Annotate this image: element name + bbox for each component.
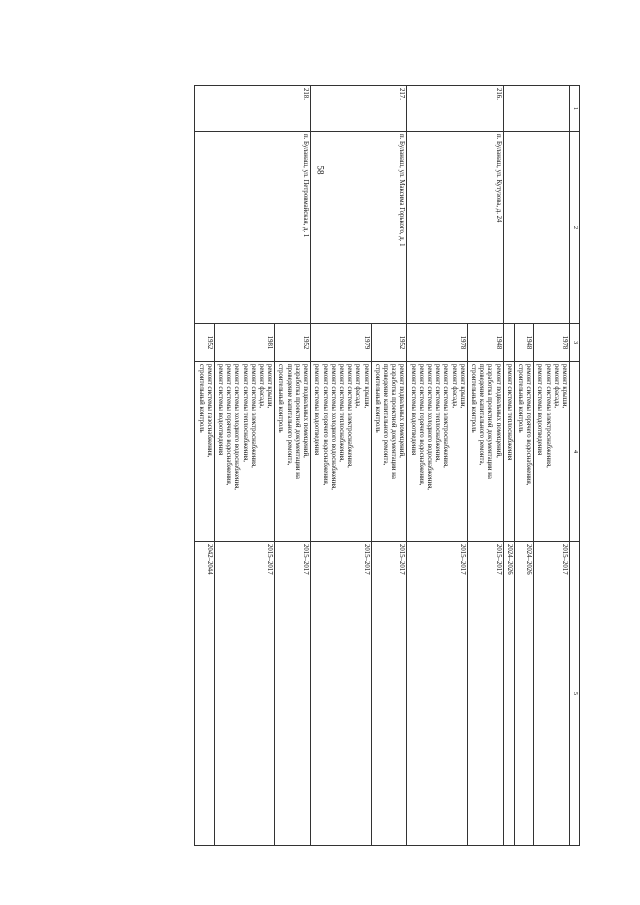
repair-period: 2015–2017: [407, 542, 467, 846]
work-item: проведение капитального ремонта,: [381, 364, 389, 466]
header-cell-4: 4: [570, 362, 580, 542]
entry-address: п. Буланаш, ул. Кутузова, д. 24: [407, 132, 503, 324]
repair-period: 2024–2026: [503, 542, 514, 846]
entry-number: 216.: [407, 86, 503, 132]
works-list: [371, 362, 407, 542]
works-list: [311, 362, 371, 542]
table-row: [275, 86, 311, 846]
work-item: ремонт системы водоотведения: [217, 364, 225, 456]
entry-number: 218.: [195, 86, 311, 132]
work-item: ремонт системы холодного водоснабжения,: [425, 364, 433, 490]
work-item: ремонт подвальных помещений,: [494, 364, 502, 458]
table-row: [534, 86, 570, 846]
work-item: разработка проектной документации на: [293, 364, 301, 479]
header-cell-1: 1: [570, 86, 580, 132]
work-item: ремонт крыши,: [458, 364, 466, 409]
work-item: ремонт системы теплоснабжения: [505, 364, 513, 461]
works-list: [534, 362, 570, 542]
repair-period: 2024–2026: [514, 542, 533, 846]
work-item: ремонт системы водоотведения: [313, 364, 321, 456]
work-item: ремонт фасада,: [258, 364, 266, 409]
work-item: разработка проектной документации на: [390, 364, 398, 479]
repair-period: 2015–2017: [371, 542, 407, 846]
work-item: ремонт крыши,: [266, 364, 274, 409]
table-row: [467, 86, 503, 846]
works-list: [467, 362, 503, 542]
repair-period: 2015–2017: [534, 542, 570, 846]
repair-period: 2015–2017: [275, 542, 311, 846]
work-item: ремонт фасада,: [552, 364, 560, 409]
works-list: [275, 362, 311, 542]
table-header-row: [570, 86, 580, 846]
work-item: ремонт системы электроснабжения,: [442, 364, 450, 468]
construction-year: 1981: [214, 324, 274, 362]
work-item: ремонт системы горячего водоснабжения,: [525, 364, 533, 486]
repair-period: 2042–2044: [195, 542, 214, 846]
work-item: ремонт системы газоснабжения,: [205, 364, 213, 458]
entry-address: п. Буланаш, ул. Максима Горького, д. 1: [311, 132, 407, 324]
works-list: [195, 362, 214, 542]
work-item: ремонт системы теплоснабжения,: [241, 364, 249, 462]
header-cell-3: 3: [570, 324, 580, 362]
work-item: ремонт системы горячего водоснабжения,: [321, 364, 329, 486]
work-item: ремонт крыши,: [561, 364, 568, 409]
construction-year: 1948: [514, 324, 533, 362]
construction-year: 1948: [467, 324, 503, 362]
construction-year: 1978: [534, 324, 570, 362]
entry-address: [503, 132, 569, 324]
work-item: ремонт системы водоотведения: [409, 364, 417, 456]
entry-number: [503, 86, 569, 132]
work-item: ремонт системы электроснабжения,: [544, 364, 552, 468]
work-item: строительный контроль: [277, 364, 285, 433]
construction-year: 1952: [275, 324, 311, 362]
work-item: ремонт системы холодного водоснабжения,: [233, 364, 241, 490]
repair-period: 2015–2017: [214, 542, 274, 846]
header-cell-2: 2: [570, 132, 580, 324]
work-item: строительный контроль: [373, 364, 381, 433]
header-cell-5: 5: [570, 542, 580, 846]
entry-number: 217.: [311, 86, 407, 132]
construction-year: [503, 324, 514, 362]
work-item: ремонт системы водоотведения: [536, 364, 544, 456]
table-row: [371, 86, 407, 846]
repair-schedule-table: [194, 85, 580, 846]
work-item: ремонт подвальных помещений,: [398, 364, 406, 458]
work-item: ремонт системы теплоснабжения,: [434, 364, 442, 462]
work-item: ремонт подвальных помещений,: [302, 364, 310, 458]
work-item: ремонт системы холодного водоснабжения,: [329, 364, 337, 490]
work-item: ремонт системы электроснабжения,: [346, 364, 354, 468]
work-item: строительный контроль: [516, 364, 524, 433]
construction-year: 1952: [371, 324, 407, 362]
works-list: [407, 362, 467, 542]
work-item: ремонт системы горячего водоснабжения,: [225, 364, 233, 486]
work-item: проведение капитального ремонта,: [478, 364, 486, 466]
repair-period: 2015–2017: [467, 542, 503, 846]
work-item: строительный контроль: [197, 364, 205, 433]
construction-year: 1979: [311, 324, 371, 362]
entry-address: п. Буланаш, ул. Петровмайская, д. 1: [195, 132, 311, 324]
construction-year: 1978: [407, 324, 467, 362]
work-item: ремонт системы электроснабжения,: [249, 364, 257, 468]
work-item: ремонт фасада,: [450, 364, 458, 409]
work-item: ремонт фасада,: [354, 364, 362, 409]
repair-period: 2015–2017: [311, 542, 371, 846]
work-item: строительный контроль: [469, 364, 477, 433]
construction-year: 1952: [195, 324, 214, 362]
work-item: проведение капитального ремонта,: [285, 364, 293, 466]
page-number-text: 58: [315, 165, 325, 175]
rotated-table-wrapper: [90, 85, 580, 845]
works-list: [514, 362, 533, 542]
works-list: [503, 362, 514, 542]
table-stage: [90, 85, 580, 845]
work-item: ремонт системы горячего водоснабжения,: [417, 364, 425, 486]
work-item: ремонт системы теплоснабжения,: [337, 364, 345, 462]
work-item: ремонт крыши,: [362, 364, 370, 409]
work-item: разработка проектной документации на: [486, 364, 494, 479]
works-list: [214, 362, 274, 542]
